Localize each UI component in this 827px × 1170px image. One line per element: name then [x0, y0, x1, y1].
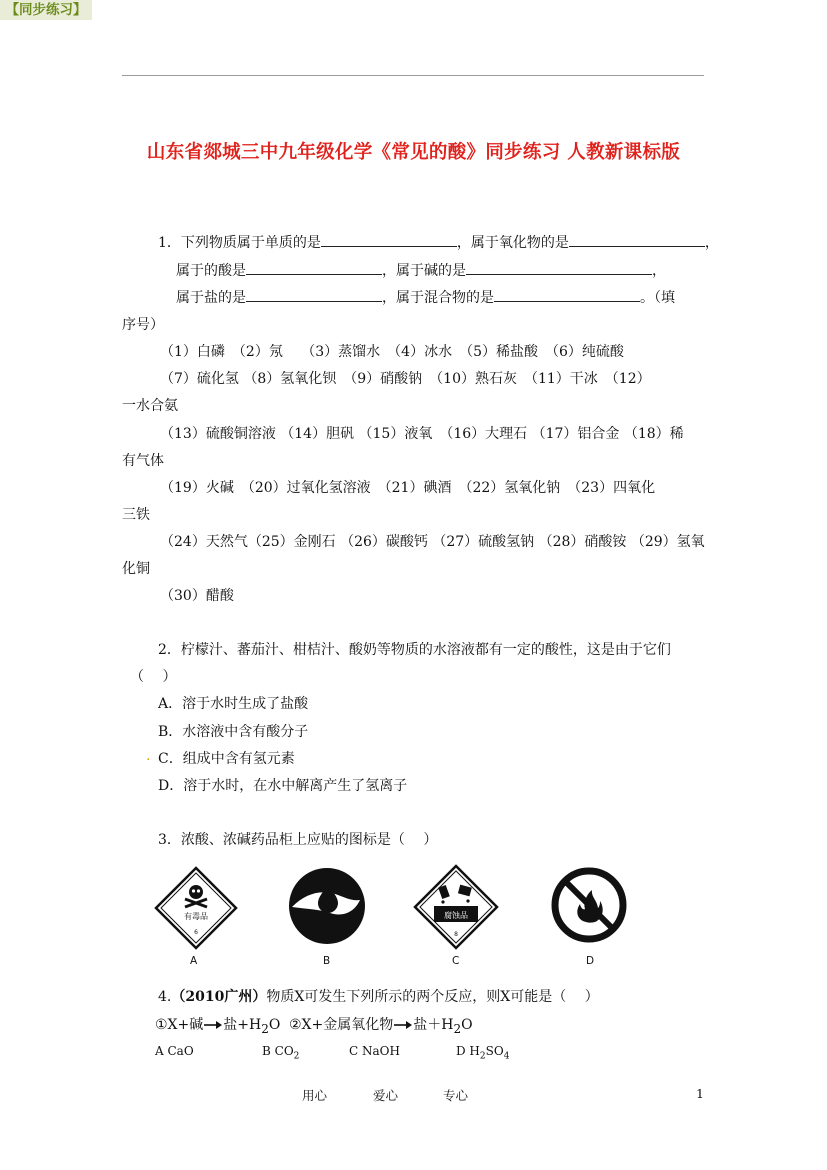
- q4-reaction-2-c: O: [461, 1017, 473, 1033]
- toxic-sign-icon: [154, 866, 238, 950]
- q4-stem-line: [158, 986, 599, 1006]
- toxic-sign-number: 6: [194, 929, 198, 936]
- q4-number: 4.: [158, 989, 172, 1005]
- q3-label-b: B: [323, 955, 331, 967]
- q4-option-b-text: B CO: [262, 1044, 294, 1058]
- q2-option-c: C．组成中含有氢元素: [158, 751, 295, 767]
- q4-reaction-1-a: ①X+碱: [155, 1017, 204, 1033]
- q1-options-row-2: （7）硫化氢 （8）氢氧化钡 （9）硝酸钠 （10）熟石灰 （11）干冰 （12）: [160, 371, 651, 387]
- q1-line1-text-b: ，属于氧化物的是: [456, 235, 569, 251]
- q1-options-row-5-cont: 化铜: [122, 561, 150, 577]
- q4-reaction-1-b: 盐+H: [223, 1017, 262, 1033]
- q2-paren: （ ）: [130, 669, 177, 685]
- q1-options-row-4-cont: 三铁: [122, 507, 150, 523]
- q4-reaction-2-b: 盐＋H: [413, 1017, 454, 1033]
- q2-option-a: A．溶于水时生成了盐酸: [158, 696, 309, 712]
- q4-stem: 物质X可发生下列所示的两个反应，则X可能是（ ）: [266, 989, 599, 1005]
- corrosive-sign-label: 腐蚀品: [444, 911, 468, 920]
- q1-options-row-4: （19）火碱 （20）过氧化氢溶液 （21）碘酒 （22）氢氧化钠 （23）四氧化: [160, 480, 656, 496]
- q2-option-c-marker: .: [146, 748, 151, 764]
- answer-blank: [246, 261, 382, 275]
- q3-label-a: A: [190, 955, 198, 967]
- q1-options-row-5: （24）天然气（25）金刚石 （26）碳酸钙 （27）硫酸氢钠 （28）硝酸铵 （29）氢氧: [160, 534, 705, 550]
- answer-blank: [569, 233, 705, 247]
- corrosive-sign-number: 8: [454, 931, 458, 938]
- answer-blank: [494, 288, 640, 302]
- q1-options-row-3: （13）硫酸铜溶液 （14）胆矾 （15）液氧 （16）大理石 （17）铝合金 （18）稀: [160, 426, 684, 442]
- q4-option-d-text: D H: [456, 1044, 480, 1058]
- arrow-right-icon: [203, 1020, 223, 1030]
- q1-line1: [158, 232, 719, 252]
- q2-stem: 2．柠檬汁、蕃茄汁、柑桔汁、酸奶等物质的水溶液都有一定的酸性，这是由于它们: [158, 642, 671, 658]
- q4-reaction-2-a: ②X+金属氧化物: [289, 1017, 394, 1033]
- q1-line2: [176, 260, 666, 280]
- q4-option-b: [262, 1044, 299, 1061]
- arrow-right-icon: [393, 1020, 413, 1030]
- q4-source: （2010广州）: [171, 989, 267, 1005]
- section-label: [0, 0, 92, 20]
- q1-line3-text-c: 。（填: [640, 290, 675, 306]
- q1-options-row-1: （1）白磷 （2）氖 （3）蒸馏水 （4）冰水 （5）稀盐酸 （6）纯硫酸: [160, 344, 624, 360]
- q4-option-b-sub: 2: [293, 1051, 300, 1062]
- q1-line3-text-a: 属于盐的是: [176, 290, 246, 306]
- q4-option-d-sub1: 2: [479, 1051, 486, 1062]
- q2-option-b: B．水溶液中含有酸分子: [158, 724, 309, 740]
- q4-reaction-1: [155, 1014, 280, 1036]
- q1-line4: 序号）: [122, 317, 164, 333]
- document-title: 山东省郯城三中九年级化学《常见的酸》同步练习 人教新课标版: [146, 142, 681, 163]
- footer-motto-3: 专心: [443, 1088, 469, 1103]
- footer-motto-1: 用心: [302, 1088, 328, 1103]
- no-fire-icon: [550, 866, 628, 944]
- answer-blank: [466, 261, 652, 275]
- q1-line1-text-c: ，: [704, 235, 719, 251]
- q4-option-d-mid: SO: [485, 1044, 504, 1058]
- q4-option-d: [456, 1044, 509, 1061]
- q3-stem: 3．浓酸、浓碱药品柜上应贴的图标是（ ）: [158, 832, 438, 848]
- q2-option-d: D．溶于水时，在水中解离产生了氢离子: [158, 778, 408, 794]
- answer-blank: [246, 288, 382, 302]
- q4-reaction-2-sub: 2: [453, 1021, 462, 1036]
- q1-line2-text-a: 属于的酸是: [176, 263, 246, 279]
- q1-line3: [176, 287, 675, 307]
- corrosive-sign-icon: [413, 864, 499, 950]
- q4-option-c: C NaOH: [349, 1044, 400, 1058]
- q1-line2-text-c: ，: [652, 263, 666, 279]
- q4-reaction-2: [289, 1014, 473, 1036]
- q1-line3-text-b: ，属于混合物的是: [382, 290, 494, 306]
- page-number: 1: [696, 1086, 704, 1101]
- section-label-text: 【同步练习】: [5, 2, 87, 18]
- footer-motto-2: 爱心: [373, 1088, 399, 1103]
- q1-options-row-2-cont: 一水合氨: [122, 398, 178, 414]
- q4-option-d-sub2: 4: [503, 1051, 510, 1062]
- liquid-drop-icon: [288, 867, 366, 945]
- q1-line1-text-a: 1．下列物质属于单质的是: [158, 235, 321, 251]
- q1-line2-text-b: ，属于碱的是: [382, 263, 466, 279]
- q4-option-a: A CaO: [155, 1044, 194, 1058]
- q4-reaction-1-c: O: [268, 1017, 281, 1033]
- answer-blank: [321, 233, 457, 247]
- q1-options-row-6: （30）醋酸: [160, 588, 234, 604]
- q4-reaction-1-sub: 2: [261, 1021, 269, 1036]
- toxic-sign-label: 有毒品: [184, 912, 208, 921]
- q3-label-c: C: [452, 955, 460, 967]
- q1-options-row-3-cont: 有气体: [122, 453, 164, 469]
- q3-label-d: D: [586, 955, 595, 967]
- header-rule: [122, 75, 704, 76]
